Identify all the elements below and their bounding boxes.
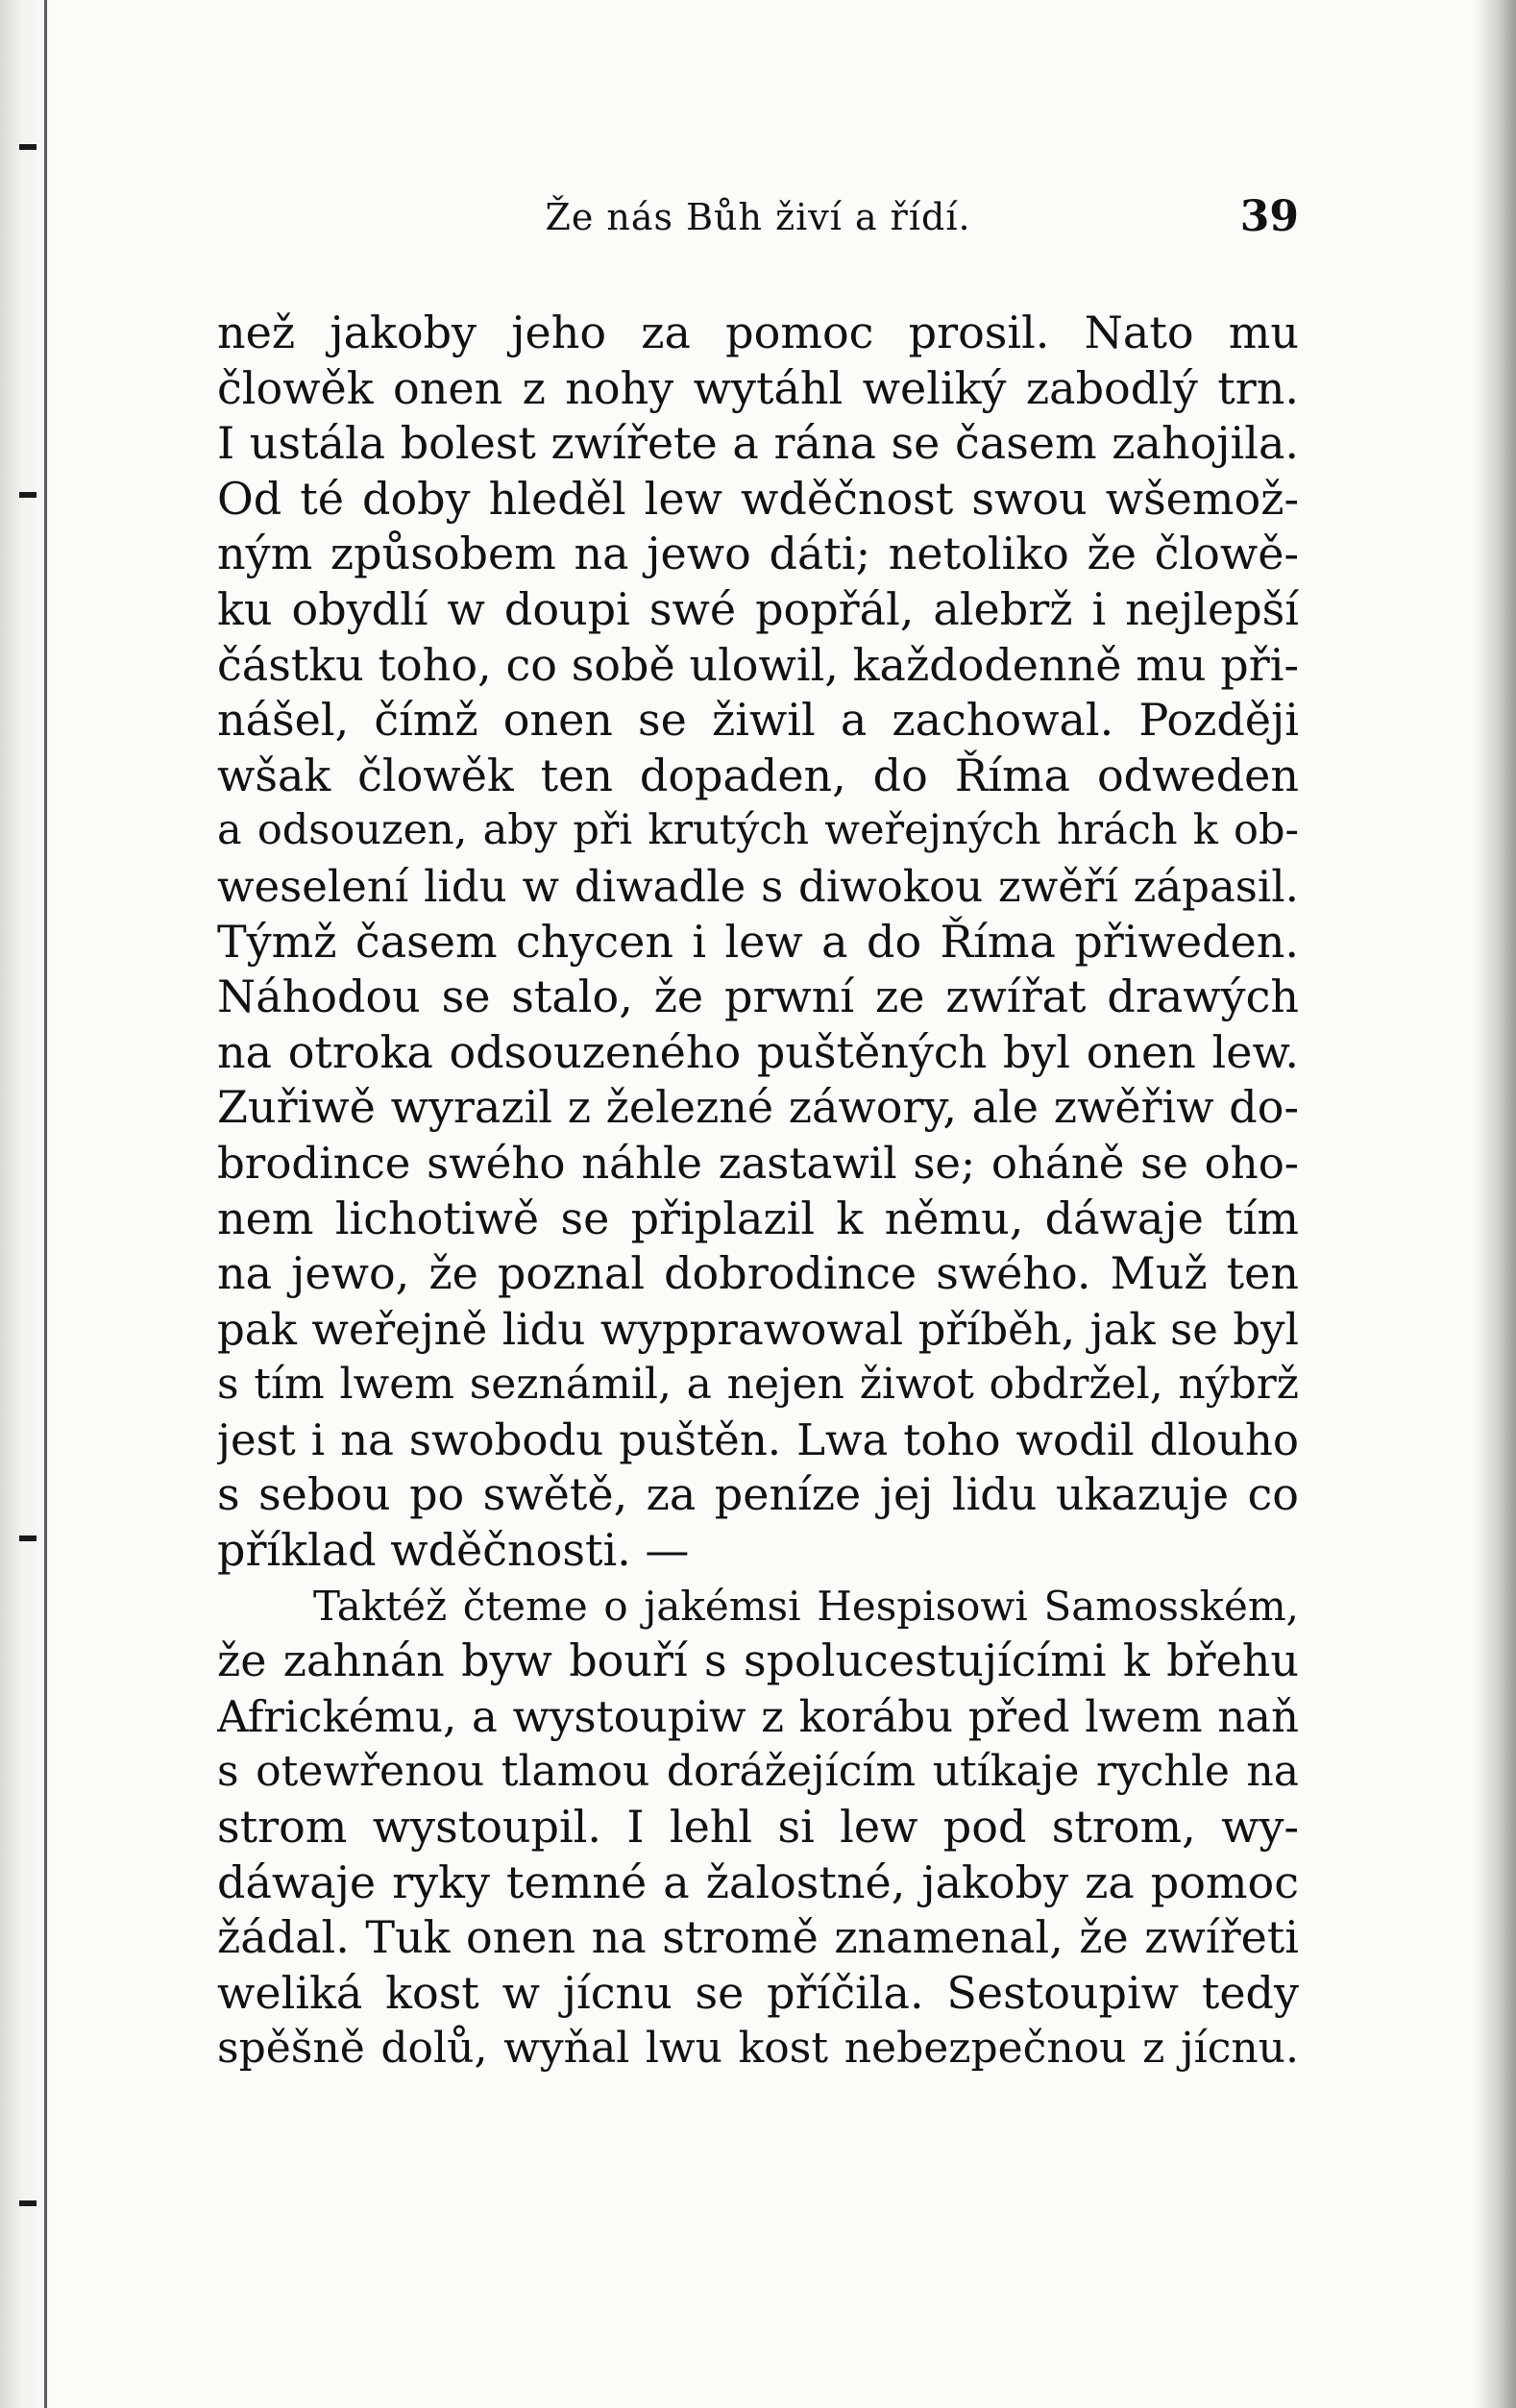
text-line: dáwaje ryky temné a žalostné, jakoby za pomoc [217,1855,1299,1908]
text-line: weliká kost w jícnu se příčila. Sestoupiw tedy [217,1966,1299,2019]
binding-mark [19,1536,37,1541]
binding-mark [19,144,37,150]
page-edge-shadow [1474,0,1516,2408]
page-header [217,192,1299,250]
text-line: než jakoby jeho za pomoc prosil. Nato mu [217,307,1299,358]
text-line: s tím lwem seznámil, a nejen žiwot obdržel, nýbrž [217,1360,1299,1410]
text-line: pak weřejně lidu wypprawowal příběh, jak se byl [217,1303,1299,1355]
text-line: že zahnán byw bouří s spolucestujícími k břehu [217,1634,1299,1687]
binding-line [44,0,47,2408]
binding-edge [0,0,58,2408]
text-line: žádal. Tuk onen na stromě znamenal, že zwířeti [217,1911,1299,1964]
text-line: Od té doby hleděl lew wděčnost swou wšemož- [217,472,1299,525]
page-number: 39 [1239,192,1299,241]
text-line: Taktéž čteme o jakémsi Hespisowi Samosském, [313,1582,1299,1630]
running-head: Že nás Bůh živí a řídí. [545,196,971,238]
body-text [217,306,1299,2076]
text-line: jest i na swobodu puštěn. Lwa toho wodil dlouho [217,1413,1299,1465]
text-line: nášel, čímž onen se žiwil a zachowal. Později [217,694,1299,747]
text-line: příklad wděčnosti. — [217,1524,690,1577]
text-line: weselení lidu w diwadle s diwokou zwěří zápasil. [217,860,1299,912]
text-line: člowěk onen z nohy wytáhl weliký zabodlý trn. [217,361,1299,414]
text-line: s otewřenou tlamou dorážejícím utíkaje rychle na [217,1747,1299,1797]
text-line: a odsouzen, aby při krutých weřejných hrách k ob- [217,806,1299,855]
text-line: Náhodou se stalo, že prwní ze zwířat drawých [217,971,1299,1023]
text-line: brodince swého náhle zastawil se; oháně se oho- [217,1137,1299,1189]
text-line: na jewo, že poznal dobrodince swého. Muž ten [217,1247,1299,1300]
text-line: strom wystoupil. I lehl si lew pod strom, wy- [217,1801,1299,1854]
text-line: na otroka odsouzeného puštěných byl onen lew. [217,1025,1299,1078]
text-line: ným způsobem na jewo dáti; netoliko že člowě- [217,528,1299,580]
text-line: částku toho, co sobě ulowil, každodenně mu při- [217,638,1299,691]
text-line: Zuřiwě wyrazil z železné záwory, ale zwěřiw do- [217,1081,1299,1134]
binding-mark [19,492,37,498]
text-line: ku obydlí w doupi swé popřál, alebrž i nejlepší [217,582,1299,635]
text-line: I ustála bolest zwířete a rána se časem zahojila. [217,417,1299,470]
binding-mark [19,2200,37,2206]
text-line: spěšně dolů, wyňal lwu kost nebezpečnou z jícnu. [217,2024,1299,2074]
text-line: wšak člowěk ten dopaden, do Říma odweden [217,749,1299,801]
text-line: Africkému, a wystoupiw z korábu před lwem naň [217,1690,1299,1742]
text-line: nem lichotiwě se připlazil k němu, dáwaje tím [217,1192,1299,1244]
text-line: Týmž časem chycen i lew a do Říma přiweden. [217,915,1299,968]
text-line: s sebou po swětě, za peníze jej lidu ukazuje co [217,1468,1299,1521]
